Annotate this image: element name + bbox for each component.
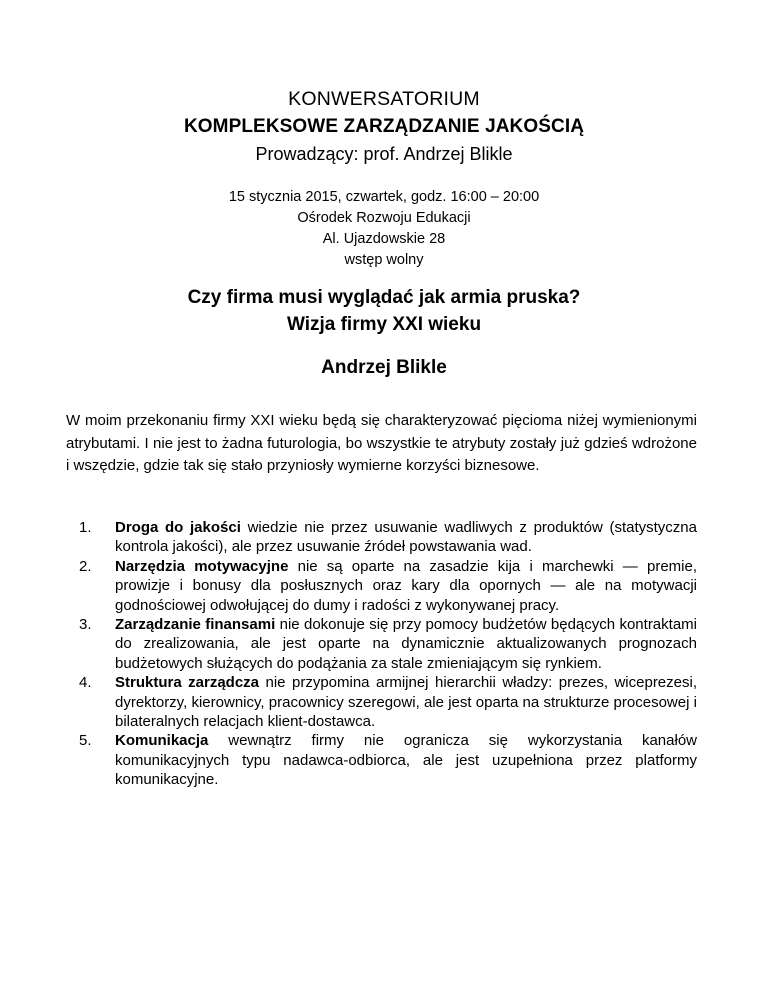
- event-place: Ośrodek Rozwoju Edukacji: [297, 210, 471, 226]
- list-text: nie przypomina armijnej hierarchii władzy: prezes, wiceprezesi, dyrektorzy, kierownicy, pracownicy szeregowi, ale jest oparta na strukturze procesowej i bilateralnych relacjach klient-dostawca.: [115, 674, 697, 731]
- seminar-host: Prowadzący: prof. Andrzej Blikle: [255, 144, 513, 164]
- seminar-label: KONWERSATORIUM: [288, 88, 480, 110]
- event-address: Al. Ujazdowskie 28: [322, 231, 446, 247]
- list-number: 1.: [79, 519, 92, 536]
- event-date: 15 stycznia 2015, czwartek, godz. 16:00 – 20:00: [228, 189, 540, 205]
- list-keyword: Struktura zarządcza: [115, 674, 260, 692]
- list-item: [79, 518, 697, 557]
- talk-author: Andrzej Blikle: [321, 357, 447, 378]
- list-keyword: Komunikacja: [115, 732, 209, 750]
- list-number: 4.: [79, 674, 92, 692]
- list-number: 2.: [79, 557, 92, 575]
- list-text: nie dokonuje się przy pomocy budżetów będących kontraktami do zrealizowania, ale jest oparte na dynamicznie aktualizowanych prognozach budżetowych służących do podążania za stale zmieniającym się rynkiem.: [115, 616, 697, 672]
- list-item: [79, 731, 697, 789]
- list-item: [79, 615, 697, 673]
- seminar-title: KOMPLEKSOWE ZARZĄDZANIE JAKOŚCIĄ: [183, 116, 585, 137]
- list-keyword: Narzędzia motywacyjne: [115, 557, 289, 575]
- list-number: 5.: [79, 732, 92, 750]
- event-entry: wstęp wolny: [344, 252, 424, 268]
- list-keyword: Droga do jakości: [115, 519, 241, 536]
- attributes-list: [79, 518, 697, 790]
- intro-paragraph: W moim przekonaniu firmy XXI wieku będą się charakteryzować pięcioma niżej wymienionymi atrybutami. I nie jest to żadna futurologia, bo wszystkie te atrybuty zostały już gdzieś wdrożone i wszędzie, gdzie tak się stało przyniosły wymierne korzyści biznesowe.: [66, 412, 697, 474]
- list-text: nie są oparte na zasadzie kija i marchewki — premie, prowizje i bonusy dla posłusznych oraz kary dla opornych — ale na motywacji godnościowej odwołującej do dumy i radości z wykonywanej pracy.: [115, 557, 697, 614]
- list-text: wiedzie nie przez usuwanie wadliwych z produktów (statystyczna kontrola jakości), ale przez usuwanie źródeł powstawania wad.: [115, 519, 697, 556]
- list-text: wewnątrz firmy nie ogranicza się wykorzystania kanałów komunikacyjnych typu nadawca-odbiorca, ale jest uzupełniona przez platformy komunikacyjne.: [115, 732, 697, 789]
- list-number: 3.: [79, 616, 92, 634]
- list-item: [79, 557, 697, 615]
- list-item: [79, 673, 697, 731]
- talk-title-line1: Czy firma musi wyglądać jak armia pruska?: [187, 287, 581, 308]
- talk-title-line2: Wizja firmy XXI wieku: [286, 314, 482, 335]
- list-keyword: Zarządzanie finansami: [115, 616, 276, 634]
